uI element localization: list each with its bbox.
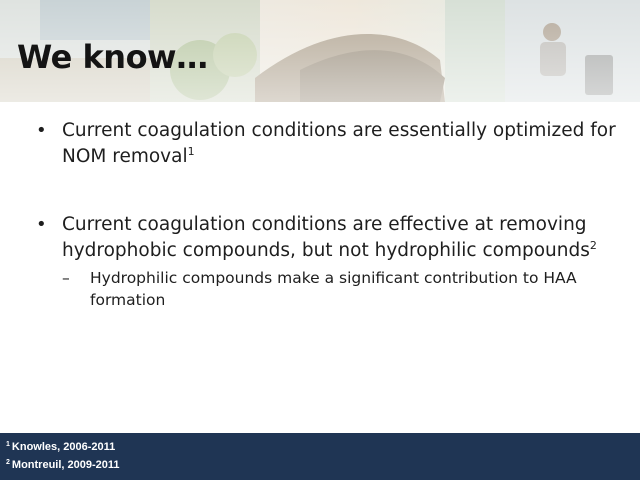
reference-item bbox=[6, 459, 120, 471]
footnote-marker: 1 bbox=[187, 145, 195, 158]
sub-bullet-item bbox=[62, 267, 616, 311]
slide-title: We know… bbox=[17, 38, 208, 76]
bullet-dot-icon: • bbox=[36, 120, 47, 141]
sub-bullet-text: Hydrophilic compounds make a significant contribution to HAA formation bbox=[90, 269, 577, 309]
bullet-item bbox=[36, 212, 616, 264]
slide-body bbox=[36, 118, 616, 311]
bullet-item bbox=[36, 118, 616, 170]
bullet-text: Current coagulation conditions are essentially optimized for NOM removal bbox=[62, 120, 616, 167]
reference-text: Montreuil, 2009-2011 bbox=[11, 459, 120, 471]
en-dash-icon: – bbox=[62, 269, 70, 287]
header-photo-banner bbox=[0, 0, 640, 102]
footnote-marker: 2 bbox=[589, 239, 597, 252]
reference-text: Knowles, 2006-2011 bbox=[11, 441, 116, 453]
reference-item bbox=[6, 441, 115, 453]
reference-number: 2 bbox=[6, 459, 10, 466]
bullet-text: Current coagulation conditions are effective at removing hydrophobic compounds, but not hydrophilic compounds bbox=[62, 214, 590, 261]
bullet-dot-icon: • bbox=[36, 214, 47, 235]
reference-number: 1 bbox=[6, 441, 10, 448]
references-footer bbox=[0, 433, 640, 480]
